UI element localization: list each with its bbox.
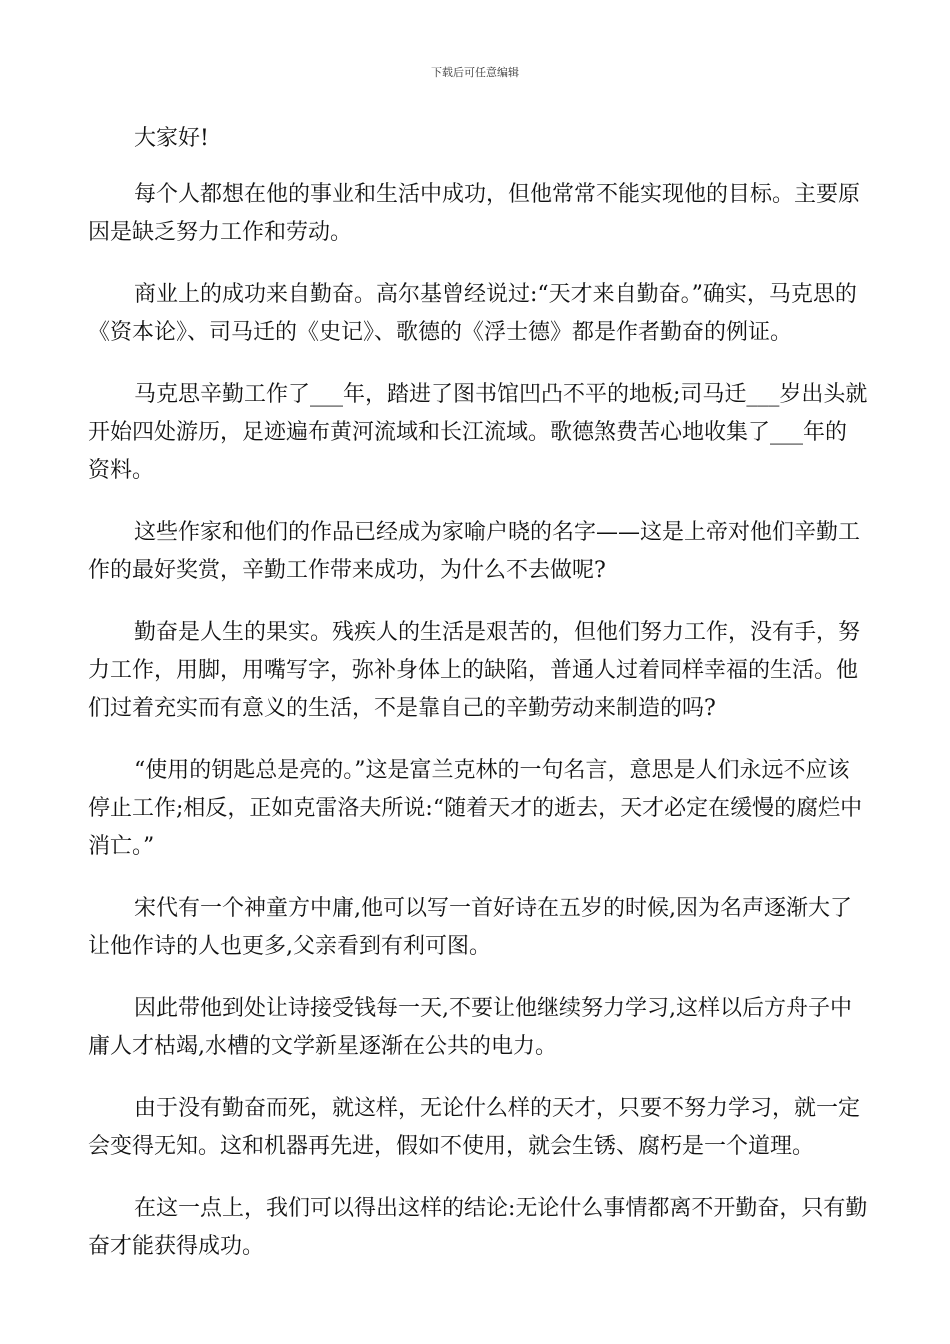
page-header: 下载后可任意编辑: [431, 66, 519, 79]
paragraph-6: “使用的钥匙总是亮的。”这是富兰克林的一句名言，意思是人们永远不应该停止工作;相反，正如克雷洛夫所说:“随着天才的逝去，天才必定在缓慢的腐烂中消亡。”: [88, 758, 863, 859]
paragraph-1: 每个人都想在他的事业和生活中成功，但他常常不能实现他的目标。主要原因是缺乏努力工作和劳动。: [88, 182, 861, 245]
paragraph-9: 由于没有勤奋而死，就这样，无论什么样的天才，只要不努力学习，就一定会变得无知。这和机器再先进，假如不使用，就会生锈、腐朽是一个道理。: [88, 1096, 861, 1159]
paragraph-5: 勤奋是人生的果实。残疾人的生活是艰苦的，但他们努力工作，没有手，努力工作，用脚，用嘴写字，弥补身体上的缺陷，普通人过着同样幸福的生活。他们过着充实而有意义的生活，不是靠自己的辛勤劳动来制造的吗?: [88, 620, 861, 721]
paragraph-7: 宋代有一个神童方中庸,他可以写一首好诗在五岁的时候,因为名声逐渐大了让他作诗的人也更多,父亲看到有利可图。: [88, 896, 852, 959]
greeting-paragraph: 大家好!: [134, 126, 209, 151]
paragraph-10: 在这一点上，我们可以得出这样的结论:无论什么事情都离不开勤奋，只有勤奋才能获得成功。: [88, 1196, 868, 1259]
paragraph-8: 因此带他到处让诗接受钱每一天,不要让他继续努力学习,这样以后方舟子中庸人才枯竭,水槽的文学新星逐渐在公共的电力。: [88, 996, 852, 1059]
document-body: [88, 120, 868, 1290]
paragraph-3: 马克思辛勤工作了___年，踏进了图书馆凹凸不平的地板;司马迁___岁出头就开始四处游历，足迹遍布黄河流域和长江流域。歌德煞费苦心地收集了___年的资料。: [88, 382, 868, 483]
paragraph-4: 这些作家和他们的作品已经成为家喻户晓的名字——这是上帝对他们辛勤工作的最好奖赏，辛勤工作带来成功，为什么不去做呢?: [88, 520, 861, 583]
paragraph-2: 商业上的成功来自勤奋。高尔基曾经说过:“天才来自勤奋。”确实，马克思的《资本论》、司马迁的《史记》、歌德的《浮士德》都是作者勤奋的例证。: [88, 282, 857, 345]
